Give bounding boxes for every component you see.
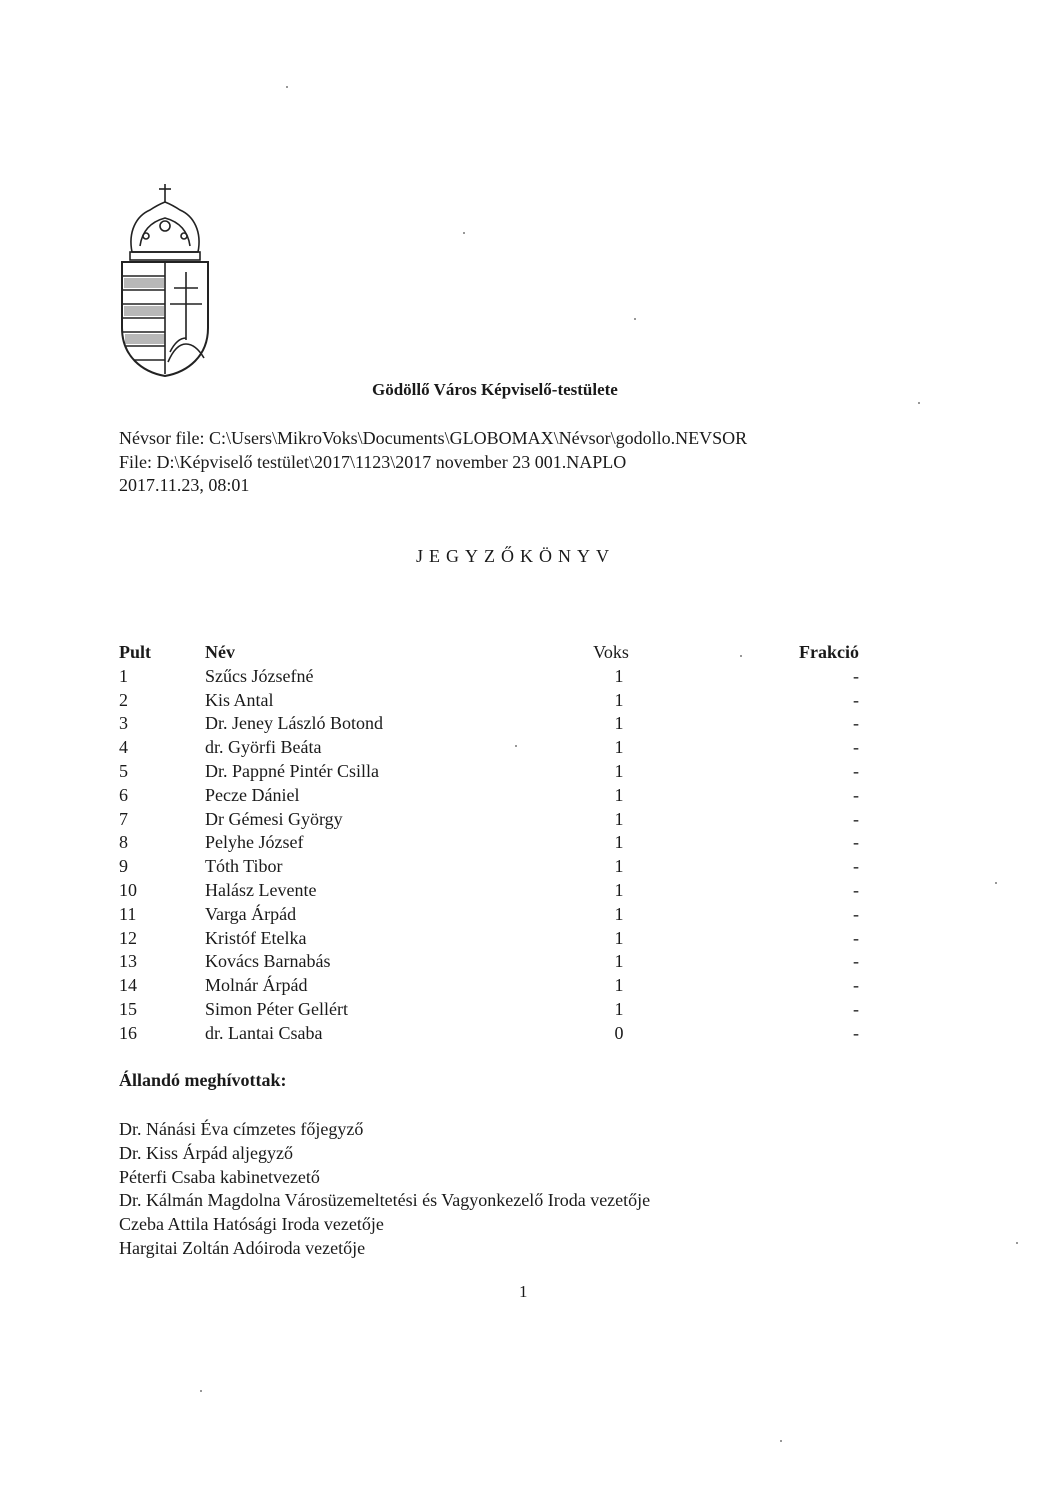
cell-voks: 1 <box>614 784 624 805</box>
cell-voks: 1 <box>614 665 624 686</box>
column-header-frakcio: Frakció <box>799 642 859 662</box>
cell-voks: 1 <box>614 713 624 734</box>
cell-nev: Pecze Dániel <box>205 784 300 805</box>
cell-nev: Dr. Jeney László Botond <box>205 713 383 734</box>
cell-nev: Kovács Barnabás <box>205 951 331 972</box>
cell-pult: 3 <box>119 713 128 734</box>
cell-pult: 15 <box>119 998 137 1019</box>
cell-nev: Molnár Árpád <box>205 975 308 996</box>
table-row <box>119 809 859 833</box>
cell-voks: 1 <box>614 951 624 972</box>
roster-file-path: Névsor file: C:\Users\MikroVoks\Documents\GLOBOMAX\Névsor\godollo.NEVSOR <box>119 428 748 448</box>
cell-frakcio: - <box>853 951 859 972</box>
cell-frakcio: - <box>853 975 859 996</box>
table-row <box>119 832 859 856</box>
cell-voks: 1 <box>614 737 624 758</box>
cell-nev: Dr Gémesi György <box>205 808 343 829</box>
cell-frakcio: - <box>853 1022 859 1043</box>
cell-pult: 2 <box>119 689 128 710</box>
table-row <box>119 1023 859 1047</box>
cell-frakcio: - <box>853 665 859 686</box>
scan-speck <box>286 86 288 88</box>
cell-nev: Kis Antal <box>205 689 274 710</box>
scan-speck <box>1016 1242 1018 1244</box>
table-row <box>119 928 859 952</box>
cell-frakcio: - <box>853 713 859 734</box>
cell-nev: Tóth Tibor <box>205 856 283 877</box>
cell-pult: 9 <box>119 856 128 877</box>
cell-pult: 8 <box>119 832 128 853</box>
scan-speck <box>918 402 920 404</box>
cell-pult: 10 <box>119 879 137 900</box>
cell-pult: 5 <box>119 760 128 781</box>
cell-frakcio: - <box>853 903 859 924</box>
table-row <box>119 666 859 690</box>
invitee-item: Dr. Kálmán Magdolna Városüzemeltetési és Vagyonkezelő Iroda vezetője <box>119 1190 651 1211</box>
cell-pult: 11 <box>119 903 137 924</box>
invitees-title: Állandó meghívottak: <box>119 1070 287 1090</box>
cell-frakcio: - <box>853 760 859 781</box>
cell-nev: Simon Péter Gellért <box>205 998 348 1019</box>
cell-voks: 1 <box>614 856 624 877</box>
scan-speck <box>780 1440 782 1442</box>
cell-pult: 14 <box>119 975 137 996</box>
cell-frakcio: - <box>853 737 859 758</box>
cell-frakcio: - <box>853 689 859 710</box>
invitee-item: Dr. Kiss Árpád aljegyző <box>119 1142 293 1163</box>
cell-voks: 1 <box>614 760 624 781</box>
cell-nev: Varga Árpád <box>205 903 297 924</box>
invitee-item: Péterfi Csaba kabinetvezető <box>119 1166 320 1187</box>
cell-voks: 1 <box>614 975 624 996</box>
cell-nev: dr. Györfi Beáta <box>205 737 322 758</box>
table-row <box>119 975 859 999</box>
table-row <box>119 904 859 928</box>
cell-voks: 1 <box>614 998 624 1019</box>
cell-pult: 13 <box>119 951 137 972</box>
table-row <box>119 690 859 714</box>
log-file-path: File: D:\Képviselő testület\2017\1123\2017 november 23 001.NAPLO <box>119 451 627 472</box>
cell-pult: 16 <box>119 1022 137 1043</box>
invitee-item: Hargitai Zoltán Adóiroda vezetője <box>119 1237 366 1258</box>
file-metadata <box>119 427 747 498</box>
cell-nev: dr. Lantai Csaba <box>205 1022 323 1043</box>
scan-speck <box>200 1390 202 1392</box>
table-row <box>119 713 859 737</box>
table-row <box>119 737 859 761</box>
table-row <box>119 761 859 785</box>
cell-frakcio: - <box>853 879 859 900</box>
table-row <box>119 951 859 975</box>
roster-table <box>119 642 859 1047</box>
cell-pult: 6 <box>119 784 128 805</box>
scan-speck <box>463 232 465 234</box>
invitees-list <box>119 1118 650 1261</box>
table-row <box>119 856 859 880</box>
cell-nev: Kristóf Etelka <box>205 927 307 948</box>
scan-speck <box>515 745 517 747</box>
invitee-item: Czeba Attila Hatósági Iroda vezetője <box>119 1214 384 1235</box>
cell-pult: 7 <box>119 808 128 829</box>
table-row <box>119 785 859 809</box>
page-number: 1 <box>519 1282 528 1301</box>
cell-voks: 1 <box>614 879 624 900</box>
cell-voks: 1 <box>614 832 624 853</box>
column-header-pult: Pult <box>119 642 152 662</box>
cell-pult: 4 <box>119 737 128 758</box>
document-title: JEGYZŐKÖNYV <box>416 546 615 566</box>
cell-nev: Dr. Pappné Pintér Csilla <box>205 760 379 781</box>
table-row <box>119 999 859 1023</box>
cell-frakcio: - <box>853 856 859 877</box>
cell-frakcio: - <box>853 927 859 948</box>
cell-nev: Pelyhe József <box>205 832 304 853</box>
cell-pult: 1 <box>119 665 128 686</box>
cell-nev: Szűcs Józsefné <box>205 665 314 686</box>
roster-rows <box>119 666 859 1047</box>
cell-nev: Halász Levente <box>205 879 317 900</box>
session-timestamp: 2017.11.23, 08:01 <box>119 475 250 495</box>
column-header-nev: Név <box>205 642 235 662</box>
scan-speck <box>634 318 636 320</box>
column-header-voks: Voks <box>593 642 629 662</box>
council-name: Gödöllő Város Képviselő-testülete <box>372 380 618 399</box>
cell-voks: 0 <box>614 1022 624 1043</box>
scan-speck <box>740 655 742 657</box>
coat-of-arms-icon <box>110 180 220 380</box>
table-row <box>119 880 859 904</box>
cell-frakcio: - <box>853 808 859 829</box>
cell-frakcio: - <box>853 832 859 853</box>
invitee-item: Dr. Nánási Éva címzetes főjegyző <box>119 1119 364 1139</box>
cell-voks: 1 <box>614 808 624 829</box>
cell-pult: 12 <box>119 927 137 948</box>
cell-voks: 1 <box>614 927 624 948</box>
cell-frakcio: - <box>853 784 859 805</box>
cell-voks: 1 <box>614 903 624 924</box>
cell-voks: 1 <box>614 689 624 710</box>
scan-speck <box>995 882 997 884</box>
cell-frakcio: - <box>853 998 859 1019</box>
roster-header-row <box>119 642 859 666</box>
